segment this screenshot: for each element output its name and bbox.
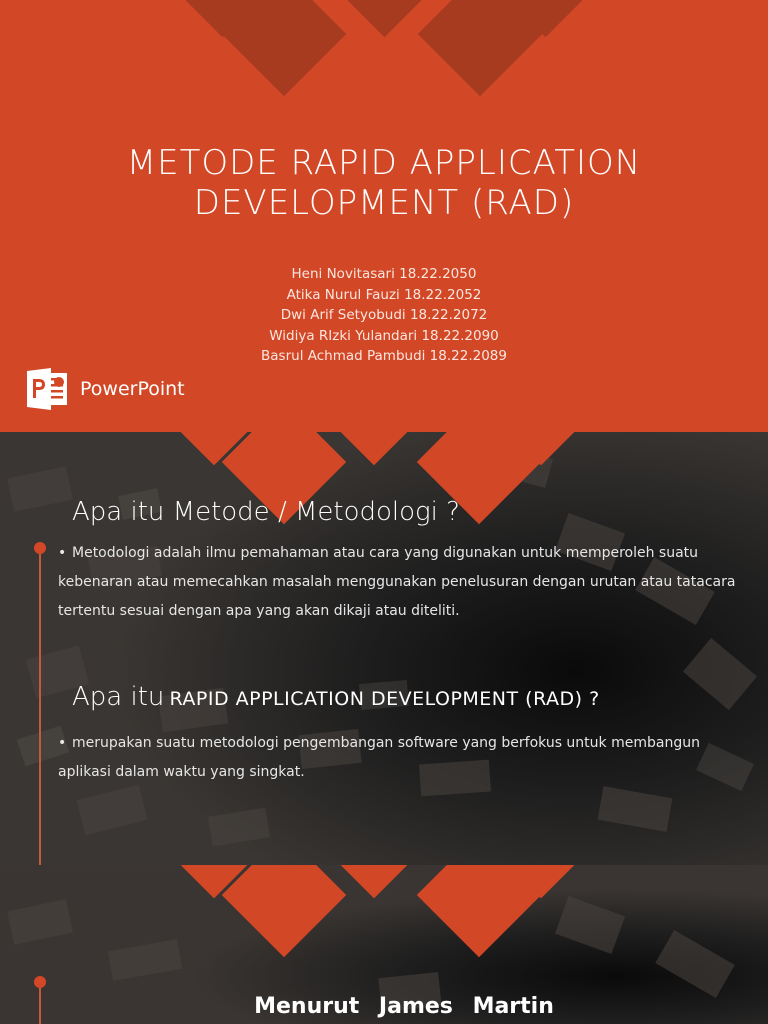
title-line: DEVELOPMENT (RAD) xyxy=(193,183,575,223)
author-item: Widiya RIzki Yulandari 18.22.2090 xyxy=(269,327,499,344)
bullet-icon: • xyxy=(58,545,67,561)
heading-lead: Apa itu xyxy=(72,682,165,712)
powerpoint-logo-icon xyxy=(27,368,69,410)
slide-title xyxy=(0,143,768,223)
title-slide xyxy=(0,0,768,432)
author-item: Dwi Arif Setyobudi 18.22.2072 xyxy=(280,307,488,324)
section-heading xyxy=(72,682,600,712)
decor-diamond xyxy=(418,0,542,96)
slide-heading: Menurut James Martin xyxy=(254,994,554,1019)
heading-caps: RAPID APPLICATION DEVELOPMENT (RAD) ? xyxy=(169,688,600,710)
timeline-dot xyxy=(34,542,46,554)
bullet-point xyxy=(58,729,748,787)
bullet-text: merupakan suatu metodologi pengembangan software yang berfokus untuk membangun aplikasi dalam waktu yang singkat. xyxy=(58,735,700,780)
author-item: Atika Nurul Fauzi 18.22.2052 xyxy=(286,286,482,303)
app-name: PowerPoint xyxy=(80,378,185,400)
decor-diamond xyxy=(222,0,346,96)
timeline-dot xyxy=(34,976,46,988)
timeline-line xyxy=(39,548,41,865)
author-list xyxy=(0,264,768,367)
bullet-point xyxy=(58,539,748,626)
section-heading: Apa itu Metode / Metodologi ? xyxy=(72,497,460,527)
bullet-icon: • xyxy=(58,735,67,751)
title-line: METODE RAPID APPLICATION xyxy=(126,143,642,183)
author-item: Basrul Achmad Pambudi 18.22.2089 xyxy=(261,348,507,365)
bullet-text: Metodologi adalah ilmu pemahaman atau cara yang digunakan untuk memperoleh suatu kebenaran atau memecahkan masalah menggunakan penelusuran dengan urutan atau tatacara tertentu sesuai dengan apa yang akan dikaji atau diteliti. xyxy=(58,545,736,619)
author-item: Heni Novitasari 18.22.2050 xyxy=(291,266,477,282)
